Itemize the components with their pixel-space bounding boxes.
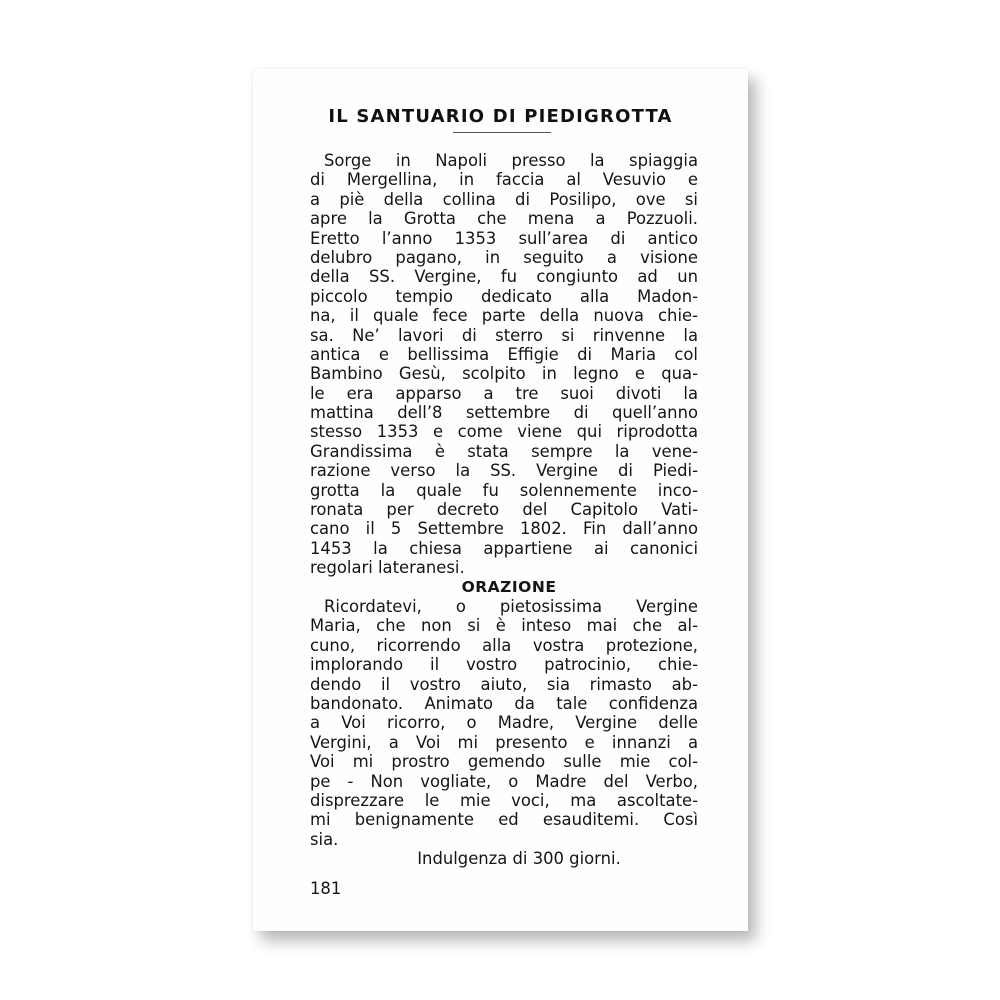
prayer-line: disprezzare le mie voci, ma ascoltate-: [310, 790, 698, 810]
prayer-line: Voi mi prostro gemendo sulle mie col-: [310, 752, 698, 772]
body-line: razione verso la SS. Vergine di Piedi-: [310, 461, 698, 481]
prayer-line: Ricordatevi, o pietosissima Vergine: [324, 596, 698, 616]
body-line: di Mergellina, in faccia al Vesuvio e: [310, 170, 698, 190]
prayer-heading: ORAZIONE: [461, 577, 557, 596]
body-line: Grandissima è stata sempre la vene-: [310, 441, 698, 461]
body-line: Eretto l’anno 1353 sull’area di antico: [310, 228, 698, 248]
body-line: na, il quale fece parte della nuova chie-: [310, 306, 698, 326]
body-line: delubro pagano, in seguito a visione: [310, 247, 698, 267]
body-line: mattina dell’8 settembre di quell’anno: [310, 403, 698, 423]
body-line: apre la Grotta che mena a Pozzuoli.: [310, 209, 698, 229]
prayer-line: Vergini, a Voi mi presento e innanzi a: [310, 732, 698, 752]
prayer-line: pe - Non vogliate, o Madre del Verbo,: [310, 771, 698, 791]
body-line: Sorge in Napoli presso la spiaggia: [324, 151, 698, 170]
page-title: IL SANTUARIO DI PIEDIGROTTA: [328, 106, 673, 127]
prayer-line: a Voi ricorro, o Madre, Vergine delle: [310, 713, 698, 733]
body-line: piccolo tempio dedicato alla Madon-: [310, 286, 698, 306]
body-line: cano il 5 Settembre 1802. Fin dall’anno: [310, 519, 698, 539]
prayer-line: sia.: [310, 829, 339, 849]
body-line: stesso 1353 e come viene qui riprodotta: [310, 422, 698, 442]
prayer-card: [253, 69, 748, 931]
body-line: grotta la quale fu solennemente inco-: [310, 480, 698, 500]
body-line: Bambino Gesù, scolpito in legno e qua-: [310, 364, 698, 384]
body-line: antica e bellissima Effigie di Maria col: [310, 344, 698, 364]
body-line: ronata per decreto del Capitolo Vati-: [310, 500, 698, 520]
page-number: 181: [310, 879, 342, 898]
prayer-line: implorando il vostro patrocinio, chie-: [310, 655, 698, 675]
prayer-line: mi benignamente ed esauditemi. Così: [310, 810, 698, 830]
indulgence-note: Indulgenza di 300 giorni.: [417, 849, 621, 869]
body-line: a piè della collina di Posilipo, ove si: [310, 189, 698, 209]
text-block: [310, 151, 698, 868]
prayer-line: dendo il vostro aiuto, sia rimasto ab-: [310, 674, 698, 694]
body-line: della SS. Vergine, fu congiunto ad un: [310, 267, 698, 287]
body-line: le era apparso a tre suoi divoti la: [310, 383, 698, 403]
prayer-line: cuno, ricorrendo alla vostra protezione,: [310, 635, 698, 655]
prayer-line: bandonato. Animato da tale confidenza: [310, 693, 698, 713]
body-line: sa. Ne’ lavori di sterro si rinvenne la: [310, 325, 698, 345]
prayer-line: Maria, che non si è inteso mai che al-: [310, 616, 698, 636]
body-line: 1453 la chiesa appartiene ai canonici: [310, 538, 698, 558]
title-underline: [453, 132, 551, 133]
body-line: regolari lateranesi.: [310, 558, 465, 578]
